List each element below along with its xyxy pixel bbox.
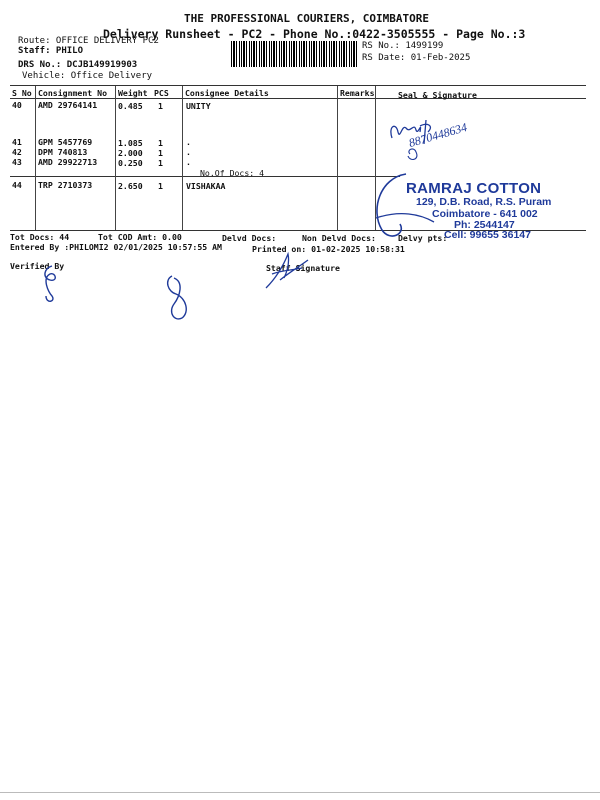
total-docs: Tot Docs: 44: [10, 232, 70, 242]
col-divider: [182, 86, 183, 230]
table-row-consignee: .: [186, 157, 191, 167]
col-divider: [337, 86, 338, 230]
barcode: [231, 41, 359, 67]
table-row-weight: 0.485: [118, 101, 143, 111]
staff-label: Staff: PHILO: [18, 46, 84, 56]
table-row-weight: 1.085: [118, 138, 143, 148]
table-row-consignment: TRP 2710373: [38, 180, 93, 190]
table-row-sno: 40: [12, 100, 22, 110]
route-label: Route: OFFICE DELIVERY PC2: [18, 36, 159, 46]
stamp-address: 129, D.B. Road, R.S. Puram: [416, 196, 552, 208]
header-pcs: PCS: [154, 88, 169, 98]
delivery-points: Delvy pts:: [398, 233, 448, 243]
table-row-consignment: AMD 29922713: [38, 157, 98, 167]
header-remarks: Remarks: [340, 88, 375, 98]
staff-signature: [262, 248, 312, 290]
table-row-consignee: .: [186, 147, 191, 157]
table-row-consignment: GPM 5457769: [38, 137, 93, 147]
table-row-pcs: 1: [158, 138, 163, 148]
table-row-consignment: AMD 29764141: [38, 100, 98, 110]
table-header-rule: [10, 98, 586, 99]
verified-by-label: Verified By: [10, 261, 65, 271]
stamp-phone: Ph: 2544147: [454, 219, 515, 231]
table-row-consignee: UNITY: [186, 101, 211, 111]
runsheet-title: Delivery Runsheet - PC2 - Phone No.:0422-3505555 - Page No.:3: [103, 27, 526, 41]
page-edge: [0, 792, 600, 793]
table-row-weight: 2.650: [118, 181, 143, 191]
verified-signature: [30, 262, 80, 304]
table-top-rule: [10, 85, 586, 86]
col-divider: [35, 86, 36, 230]
table-row-weight: 2.000: [118, 148, 143, 158]
table-row-sno: 41: [12, 137, 22, 147]
table-row-weight: 0.250: [118, 158, 143, 168]
table-row-consignment: DPM 740813: [38, 147, 88, 157]
non-delivered-docs: Non Delvd Docs:: [302, 233, 376, 243]
entered-by: Entered By :PHILOMI2 02/01/2025 10:57:55 AM: [10, 242, 222, 252]
total-cod: Tot COD Amt: 0.00: [98, 232, 182, 242]
table-row-sno: 44: [12, 180, 22, 190]
courier-signature: [160, 272, 200, 324]
rs-date: RS Date: 01-Feb-2025: [362, 53, 471, 63]
stamp-name: RAMRAJ COTTON: [406, 180, 542, 197]
handwritten-phone-note: 8870448634: [407, 120, 469, 151]
drs-label: DRS No.: DCJB149919903: [18, 60, 138, 70]
company-title: THE PROFESSIONAL COURIERS, COIMBATORE: [184, 12, 430, 25]
table-row-sno: 43: [12, 157, 22, 167]
table-row-consignee: VISHAKAA: [186, 181, 226, 191]
stamp-city: Coimbatore - 641 002: [432, 208, 538, 220]
no-of-docs: No.Of Docs: 4: [200, 168, 265, 178]
staff-signature-label: Staff Signature: [266, 263, 340, 273]
delivered-docs: Delvd Docs:: [222, 233, 277, 243]
header-seal: Seal & Signature: [398, 90, 477, 100]
vehicle-label: Vehicle: Office Delivery: [22, 71, 153, 81]
header-consignment: Consignment No: [38, 88, 108, 98]
header-sno: S No: [12, 88, 32, 98]
stamp-cell: Cell: 99655 36147: [444, 229, 531, 241]
printed-on: Printed on: 01-02-2025 10:58:31: [252, 244, 405, 254]
header-consignee: Consignee Details: [185, 88, 269, 98]
table-row-pcs: 1: [158, 158, 163, 168]
table-row-sno: 42: [12, 147, 22, 157]
table-row-pcs: 1: [158, 148, 163, 158]
rs-number: RS No.: 1499199: [362, 41, 444, 51]
header-weight: Weight: [118, 88, 148, 98]
table-row-pcs: 1: [158, 181, 163, 191]
table-row-consignee: .: [186, 137, 191, 147]
col-divider: [115, 86, 116, 230]
table-row-pcs: 1: [158, 101, 163, 111]
